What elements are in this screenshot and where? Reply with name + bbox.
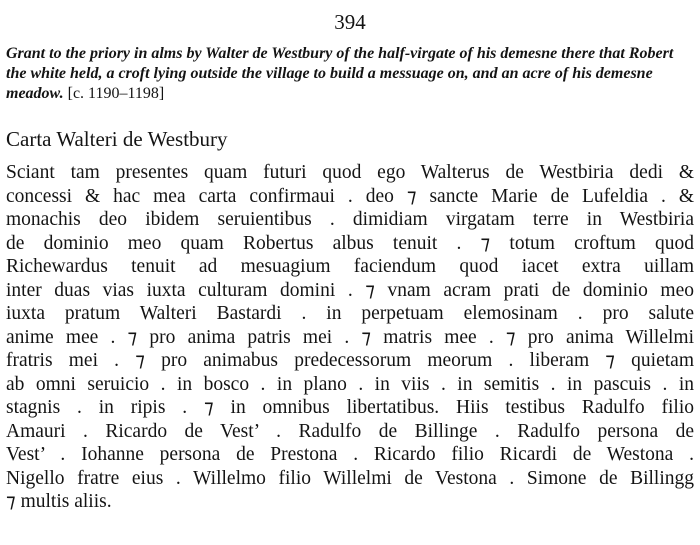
charter-line: anime mee . ⁊ pro anima patris mei . ⁊ matris mee . ⁊ pro anima Willelmi [6,326,694,348]
charter-date: [c. 1190–1198] [63,85,165,102]
charter-heading: Carta Walteri de Westbury [6,127,228,151]
charter-summary-text: Grant to the priory in alms by Walter de Westbury of the half-virgate of his demesne there that Robert the white held, a croft lying outside the village to build a messuage on, and an acre of his demesne meadow. [6,45,674,102]
charter-line: Nigello fratre eius . Willelmo filio Willelmi de Vestona . Simone de Billingg [6,467,694,489]
charter-line: monachis deo ibidem seruientibus . dimidiam virgatam terre in Westbiria [6,209,694,230]
charter-line: Amauri . Ricardo de Vest’ . Radulfo de Billinge . Radulfo persona de [6,420,694,442]
charter-line: Vest’ . Iohanne persona de Prestona . Ricardo filio Ricardi de Westona . [6,444,694,465]
charter-line: ab omni seruicio . in bosco . in plano . in viis . in semitis . in pascuis . in [6,373,694,395]
charter-line: stagnis . in ripis . ⁊ in omnibus libertatibus. Hiis testibus Radulfo filio [6,397,694,418]
charter-line: fratris mei . ⁊ pro animabus predecessorum meorum . liberam ⁊ quietam [6,350,694,371]
charter-line: Richewardus tenuit ad mesuagium faciendum quod iacet extra uillam [6,256,694,277]
page-number: 394 [334,10,366,34]
charter-line: concessi & hac mea carta confirmaui . deo ⁊ sancte Marie de Lufeldia . & [6,185,694,207]
charter-line: inter duas vias iuxta culturam domini . ⁊ vnam acram prati de dominio meo [6,279,694,301]
charter-line: iuxta pratum Walteri Bastardi . in perpetuam elemosinam . pro salute [6,303,694,324]
charter-line: Sciant tam presentes quam futuri quod ego Walterus de Westbiria dedi & [6,162,694,183]
charter-body [6,161,694,514]
charter-line: ⁊ multis aliis. [6,491,112,512]
charter-summary [6,44,694,104]
charter-line: de dominio meo quam Robertus albus tenuit . ⁊ totum croftum quod [6,232,694,254]
